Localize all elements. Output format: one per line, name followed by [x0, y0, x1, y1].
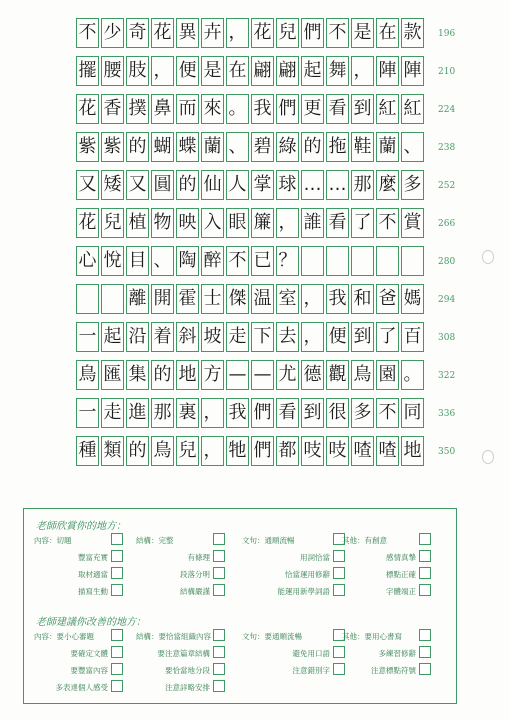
- checklist-label: 標點正確: [386, 570, 416, 579]
- grid-cell: 看: [326, 208, 349, 238]
- grid-cell: 腰: [101, 56, 124, 86]
- grid-cell: 離: [126, 284, 149, 314]
- character-count: 322: [438, 371, 456, 381]
- grid-cell: 吱: [326, 436, 349, 466]
- grid-cell: 起: [101, 322, 124, 352]
- grid-cell: 在: [376, 18, 399, 48]
- checklist-label: 段落分明: [180, 570, 210, 579]
- checklist-label: 要恰當地分段: [165, 666, 210, 675]
- grid-cell: 一: [76, 322, 99, 352]
- grid-cell: 看: [276, 398, 299, 428]
- grid-cell: 走: [226, 322, 249, 352]
- checklist-checkbox[interactable]: [213, 629, 225, 641]
- grid-cell: —: [251, 360, 274, 390]
- grid-cell: 不: [376, 398, 399, 428]
- grid-cell: 植: [126, 208, 149, 238]
- grid-cell: 來: [201, 94, 224, 124]
- grid-cell: 在: [226, 56, 249, 86]
- checklist-checkbox[interactable]: [213, 533, 225, 545]
- grid-cell: 着: [151, 322, 174, 352]
- grid-cell: [101, 284, 124, 314]
- grid-cell: 而: [176, 94, 199, 124]
- grid-cell: 去: [276, 322, 299, 352]
- grid-cell: 掌: [251, 170, 274, 200]
- grid-cell: 蝶: [176, 132, 199, 162]
- grid-cell: 物: [151, 208, 174, 238]
- grid-cell: 的: [151, 360, 174, 390]
- checklist-checkbox[interactable]: [111, 550, 123, 562]
- grid-cell: 心: [76, 246, 99, 276]
- grid-cell: ，: [301, 284, 324, 314]
- grid-cell: 們: [301, 18, 324, 48]
- grid-cell: ？: [276, 246, 299, 276]
- grid-cell: 温: [251, 284, 274, 314]
- grid-cell: 鳥: [351, 360, 374, 390]
- checklist-label: 其他：有創意: [342, 536, 387, 545]
- character-count: 224: [438, 105, 456, 115]
- checklist-label: 要豐富內容: [70, 666, 108, 675]
- checklist-label: 能運用新學詞語: [277, 587, 330, 596]
- grid-cell: 入: [201, 208, 224, 238]
- grid-cell: 們: [276, 94, 299, 124]
- checklist-label: 文句：要通順流暢: [242, 632, 302, 641]
- grid-cell: 喳: [376, 436, 399, 466]
- grid-cell: 舞: [326, 56, 349, 86]
- appreciation-title: 老師欣賞你的地方：: [36, 521, 126, 532]
- checklist-label: 內容：切題: [34, 536, 72, 545]
- grid-cell: 。: [401, 360, 424, 390]
- grid-cell: 蝴: [151, 132, 174, 162]
- character-count: 266: [438, 219, 456, 229]
- checklist-label: 字體端正: [386, 587, 416, 596]
- grid-cell: 仙: [201, 170, 224, 200]
- grid-cell: 麼: [376, 170, 399, 200]
- grid-cell: 匯: [101, 360, 124, 390]
- grid-cell: 我: [326, 284, 349, 314]
- grid-cell: 方: [201, 360, 224, 390]
- grid-cell: 同: [401, 398, 424, 428]
- checklist-label: 有條理: [187, 553, 210, 562]
- grid-cell: 紫: [76, 132, 99, 162]
- character-count: 280: [438, 257, 456, 267]
- grid-cell: 眼: [226, 208, 249, 238]
- grid-cell: ，: [351, 56, 374, 86]
- grid-cell: 碧: [251, 132, 274, 162]
- grid-cell: 誰: [301, 208, 324, 238]
- grid-cell: ，: [301, 322, 324, 352]
- checklist-checkbox[interactable]: [111, 663, 123, 675]
- checklist-label: 內容：要小心審題: [34, 632, 94, 641]
- grid-cell: 和: [351, 284, 374, 314]
- checklist-checkbox[interactable]: [213, 584, 225, 596]
- grid-cell: 一: [76, 398, 99, 428]
- grid-cell: 的: [126, 436, 149, 466]
- grid-cell: 種: [76, 436, 99, 466]
- grid-cell: 蘭: [376, 132, 399, 162]
- grid-cell: 便: [326, 322, 349, 352]
- teacher-feedback-panel: [23, 508, 457, 704]
- grid-cell: 鞋: [351, 132, 374, 162]
- checklist-label: 要注意篇章結構: [157, 649, 210, 658]
- grid-cell: 不: [376, 208, 399, 238]
- grid-cell: 卉: [201, 18, 224, 48]
- checklist-checkbox[interactable]: [111, 629, 123, 641]
- checklist-checkbox[interactable]: [419, 584, 431, 596]
- grid-cell: 少: [101, 18, 124, 48]
- grid-cell: —: [226, 360, 249, 390]
- checklist-checkbox[interactable]: [213, 646, 225, 658]
- checklist-label: 要確定文體: [70, 649, 108, 658]
- grid-cell: 坡: [201, 322, 224, 352]
- grid-cell: 起: [301, 56, 324, 86]
- grid-cell: 到: [351, 322, 374, 352]
- checklist-label: 結構：要恰當組織內容: [136, 632, 211, 641]
- grid-cell: 尤: [276, 360, 299, 390]
- grid-cell: 的: [301, 132, 324, 162]
- grid-cell: 賞: [401, 208, 424, 238]
- grid-cell: 們: [251, 436, 274, 466]
- grid-cell: 德: [301, 360, 324, 390]
- grid-cell: 室: [276, 284, 299, 314]
- grid-cell: 進: [126, 398, 149, 428]
- grid-cell: 兒: [176, 436, 199, 466]
- grid-cell: 鳥: [76, 360, 99, 390]
- grid-cell: 又: [126, 170, 149, 200]
- grid-cell: [76, 284, 99, 314]
- grid-cell: 紅: [376, 94, 399, 124]
- grid-cell: 鳥: [151, 436, 174, 466]
- grid-cell: 是: [351, 18, 374, 48]
- grid-cell: 我: [251, 94, 274, 124]
- grid-cell: 觀: [326, 360, 349, 390]
- character-count: 350: [438, 447, 456, 457]
- grid-cell: 香: [101, 94, 124, 124]
- checklist-checkbox[interactable]: [419, 533, 431, 545]
- checklist-checkbox[interactable]: [419, 629, 431, 641]
- grid-cell: 牠: [226, 436, 249, 466]
- binder-hole-bottom: [482, 450, 494, 464]
- suggestions-title: 老師建議你改善的地方：: [36, 617, 146, 628]
- checklist-checkbox[interactable]: [213, 550, 225, 562]
- grid-cell: 蘭: [201, 132, 224, 162]
- checklist-checkbox[interactable]: [419, 550, 431, 562]
- grid-cell: 球: [276, 170, 299, 200]
- grid-cell: 媽: [401, 284, 424, 314]
- grid-cell: 們: [251, 398, 274, 428]
- grid-cell: 那: [351, 170, 374, 200]
- grid-cell: 士: [201, 284, 224, 314]
- character-count: 252: [438, 181, 456, 191]
- character-count: 238: [438, 143, 456, 153]
- grid-cell: ，: [151, 56, 174, 86]
- grid-cell: 到: [301, 398, 324, 428]
- grid-cell: 兒: [276, 18, 299, 48]
- grid-cell: 陣: [376, 56, 399, 86]
- grid-cell: 已: [251, 246, 274, 276]
- grid-cell: 花: [251, 18, 274, 48]
- grid-cell: …: [326, 170, 349, 200]
- checklist-label: 結構：完整: [136, 536, 174, 545]
- grid-cell: 紫: [101, 132, 124, 162]
- character-count: 196: [438, 29, 456, 39]
- grid-cell: 走: [101, 398, 124, 428]
- checklist-label: 描寫生動: [78, 587, 108, 596]
- grid-cell: 裏: [176, 398, 199, 428]
- checklist-label: 取材適當: [78, 570, 108, 579]
- checklist-label: 多練習修辭: [378, 649, 416, 658]
- grid-cell: 是: [201, 56, 224, 86]
- grid-cell: 目: [126, 246, 149, 276]
- checklist-label: 恰當運用修辭: [285, 570, 330, 579]
- grid-cell: 花: [151, 18, 174, 48]
- character-count: 210: [438, 67, 456, 77]
- grid-cell: 了: [351, 208, 374, 238]
- grid-cell: 、: [401, 132, 424, 162]
- checklist-label: 注意詳略安排: [165, 683, 210, 692]
- grid-cell: 喳: [351, 436, 374, 466]
- grid-cell: ，: [201, 436, 224, 466]
- grid-cell: 百: [401, 322, 424, 352]
- grid-cell: 圓: [151, 170, 174, 200]
- checklist-label: 豐富充實: [78, 553, 108, 562]
- grid-cell: 簾: [251, 208, 274, 238]
- grid-cell: 多: [401, 170, 424, 200]
- grid-cell: 醉: [201, 246, 224, 276]
- grid-cell: 的: [176, 170, 199, 200]
- grid-cell: 爸: [376, 284, 399, 314]
- grid-cell: 款: [401, 18, 424, 48]
- checklist-checkbox[interactable]: [419, 567, 431, 579]
- checklist-checkbox[interactable]: [213, 663, 225, 675]
- grid-cell: 多: [351, 398, 374, 428]
- grid-cell: 紅: [401, 94, 424, 124]
- grid-cell: 、: [226, 132, 249, 162]
- grid-cell: 霍: [176, 284, 199, 314]
- grid-cell: 下: [251, 322, 274, 352]
- checklist-label: 其他：要用心書寫: [342, 632, 402, 641]
- grid-cell: 奇: [126, 18, 149, 48]
- grid-cell: 集: [126, 360, 149, 390]
- character-count: 308: [438, 333, 456, 343]
- grid-cell: 沿: [126, 322, 149, 352]
- checklist-label: 用詞恰當: [300, 553, 330, 562]
- grid-cell: 兒: [101, 208, 124, 238]
- grid-cell: ，: [201, 398, 224, 428]
- grid-cell: [351, 246, 374, 276]
- checklist-label: 注意錯別字: [292, 666, 330, 675]
- grid-cell: 我: [226, 398, 249, 428]
- grid-cell: 鼻: [151, 94, 174, 124]
- grid-cell: 擺: [76, 56, 99, 86]
- grid-cell: 綠: [276, 132, 299, 162]
- grid-cell: 的: [126, 132, 149, 162]
- grid-cell: [401, 246, 424, 276]
- grid-cell: [301, 246, 324, 276]
- grid-cell: 不: [326, 18, 349, 48]
- checklist-label: 結構嚴謹: [180, 587, 210, 596]
- checklist-checkbox[interactable]: [111, 584, 123, 596]
- character-count: 294: [438, 295, 456, 305]
- grid-cell: 又: [76, 170, 99, 200]
- checklist-checkbox[interactable]: [213, 567, 225, 579]
- grid-cell: 那: [151, 398, 174, 428]
- grid-cell: 園: [376, 360, 399, 390]
- grid-cell: 映: [176, 208, 199, 238]
- grid-cell: 很: [326, 398, 349, 428]
- grid-cell: 了: [376, 322, 399, 352]
- checklist-checkbox[interactable]: [213, 680, 225, 692]
- character-count: 336: [438, 409, 456, 419]
- checklist-checkbox[interactable]: [111, 567, 123, 579]
- binder-hole-top: [482, 250, 494, 264]
- grid-cell: 開: [151, 284, 174, 314]
- grid-cell: 地: [401, 436, 424, 466]
- grid-cell: [376, 246, 399, 276]
- grid-cell: 悅: [101, 246, 124, 276]
- grid-cell: 吱: [301, 436, 324, 466]
- checklist-checkbox[interactable]: [419, 663, 431, 675]
- grid-cell: 到: [351, 94, 374, 124]
- grid-cell: ，: [226, 18, 249, 48]
- grid-cell: 矮: [101, 170, 124, 200]
- grid-cell: 類: [101, 436, 124, 466]
- grid-cell: 不: [76, 18, 99, 48]
- grid-cell: 都: [276, 436, 299, 466]
- grid-cell: 更: [301, 94, 324, 124]
- grid-cell: 翩: [276, 56, 299, 86]
- checklist-checkbox[interactable]: [111, 533, 123, 545]
- checklist-checkbox[interactable]: [111, 646, 123, 658]
- grid-cell: 斜: [176, 322, 199, 352]
- grid-cell: 拖: [326, 132, 349, 162]
- grid-cell: …: [301, 170, 324, 200]
- grid-cell: 看: [326, 94, 349, 124]
- checklist-label: 避免用口語: [292, 649, 330, 658]
- grid-cell: 不: [226, 246, 249, 276]
- grid-cell: 人: [226, 170, 249, 200]
- grid-cell: 地: [176, 360, 199, 390]
- checklist-checkbox[interactable]: [111, 680, 123, 692]
- grid-cell: 便: [176, 56, 199, 86]
- grid-cell: 翩: [251, 56, 274, 86]
- grid-cell: 傑: [226, 284, 249, 314]
- grid-cell: 花: [76, 94, 99, 124]
- grid-cell: 陣: [401, 56, 424, 86]
- checklist-checkbox[interactable]: [419, 646, 431, 658]
- grid-cell: 異: [176, 18, 199, 48]
- checklist-label: 文句：通順流暢: [242, 536, 295, 545]
- grid-cell: 。: [226, 94, 249, 124]
- checklist-label: 多表達個人感受: [55, 683, 108, 692]
- grid-cell: 陶: [176, 246, 199, 276]
- checklist-label: 感情真摯: [386, 553, 416, 562]
- grid-cell: [326, 246, 349, 276]
- grid-cell: ，: [276, 208, 299, 238]
- checklist-label: 注意標點符號: [371, 666, 416, 675]
- grid-cell: 撲: [126, 94, 149, 124]
- grid-cell: 花: [76, 208, 99, 238]
- grid-cell: 肢: [126, 56, 149, 86]
- grid-cell: 、: [151, 246, 174, 276]
